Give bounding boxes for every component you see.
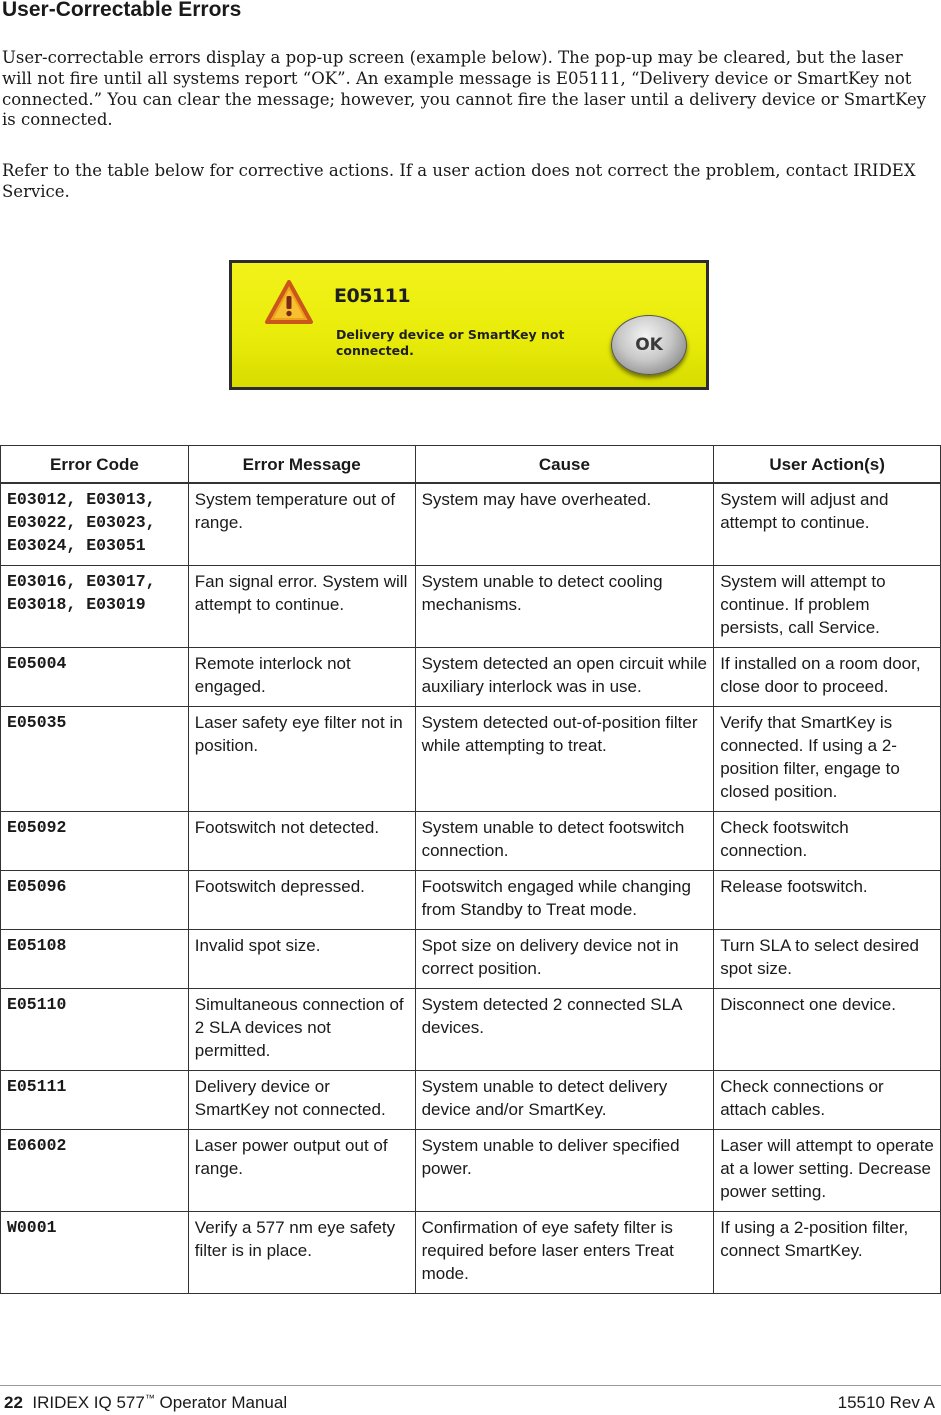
error-popup-example [229, 260, 709, 390]
error-message-cell: Laser safety eye filter not in position. [188, 707, 415, 812]
error-code-cell: E05108 [1, 930, 189, 989]
ok-button[interactable]: OK [611, 315, 687, 375]
user-action-cell: If installed on a room door, close door to proceed. [714, 648, 941, 707]
error-message-cell: Laser power output out of range. [188, 1130, 415, 1212]
error-code-cell: E05092 [1, 812, 189, 871]
intro-paragraph: User-correctable errors display a pop-up screen (example below). The pop-up may be cleared, but the laser will not fire until all systems report “OK”. An example message is E05111, “Delivery device or SmartKey not connected.” You can clear the message; however, you cannot fire the laser until a delivery device or SmartKey is connected. [2, 48, 927, 130]
table-row [1, 707, 941, 812]
error-message-cell: System temperature out of range. [188, 483, 415, 566]
user-action-cell: Check connections or attach cables. [714, 1071, 941, 1130]
error-message-cell: Remote interlock not engaged. [188, 648, 415, 707]
error-code-cell: E05110 [1, 989, 189, 1071]
manual-title: IRIDEX IQ 577 [32, 1393, 145, 1412]
page-heading: User-Correctable Errors [2, 0, 242, 21]
table-row [1, 1212, 941, 1294]
error-popup-body [232, 263, 706, 387]
header-error-code: Error Code [1, 446, 189, 484]
header-cause: Cause [415, 446, 714, 484]
cause-cell: System detected 2 connected SLA devices. [415, 989, 714, 1071]
user-action-cell: Turn SLA to select desired spot size. [714, 930, 941, 989]
user-action-cell: Disconnect one device. [714, 989, 941, 1071]
cause-cell: System unable to detect cooling mechanisms. [415, 566, 714, 648]
footer-divider [0, 1385, 941, 1386]
error-message-cell: Verify a 577 nm eye safety filter is in place. [188, 1212, 415, 1294]
error-code-cell: E03016, E03017, E03018, E03019 [1, 566, 189, 648]
cause-cell: Confirmation of eye safety filter is required before laser enters Treat mode. [415, 1212, 714, 1294]
cause-cell: System detected out-of-position filter while attempting to treat. [415, 707, 714, 812]
error-code-cell: E05096 [1, 871, 189, 930]
warning-icon [264, 279, 314, 327]
user-action-cell: Release footswitch. [714, 871, 941, 930]
error-message-cell: Footswitch not detected. [188, 812, 415, 871]
error-table [0, 445, 941, 1294]
table-row [1, 989, 941, 1071]
cause-cell: System unable to detect delivery device and/or SmartKey. [415, 1071, 714, 1130]
cause-cell: System unable to deliver specified power. [415, 1130, 714, 1212]
error-code-cell: E06002 [1, 1130, 189, 1212]
table-row [1, 871, 941, 930]
error-code-cell: E05111 [1, 1071, 189, 1130]
document-revision: 15510 Rev A [837, 1393, 935, 1412]
table-header-row [1, 446, 941, 484]
table-row [1, 483, 941, 566]
table-row [1, 812, 941, 871]
cause-cell: Spot size on delivery device not in correct position. [415, 930, 714, 989]
error-code-cell: E03012, E03013, E03022, E03023, E03024, E03051 [1, 483, 189, 566]
cause-cell: System detected an open circuit while auxiliary interlock was in use. [415, 648, 714, 707]
user-action-cell: System will attempt to continue. If problem persists, call Service. [714, 566, 941, 648]
user-action-cell: Verify that SmartKey is connected. If using a 2-position filter, engage to closed position. [714, 707, 941, 812]
error-message-cell: Delivery device or SmartKey not connected. [188, 1071, 415, 1130]
table-row [1, 1071, 941, 1130]
reference-paragraph: Refer to the table below for corrective actions. If a user action does not correct the problem, contact IRIDEX Service. [2, 161, 916, 201]
error-message-cell: Simultaneous connection of 2 SLA devices not permitted. [188, 989, 415, 1071]
user-action-cell: Check footswitch connection. [714, 812, 941, 871]
manual-suffix: Operator Manual [159, 1393, 288, 1412]
user-action-cell: If using a 2-position filter, connect SmartKey. [714, 1212, 941, 1294]
header-error-message: Error Message [188, 446, 415, 484]
cause-cell: System may have overheated. [415, 483, 714, 566]
header-user-actions: User Action(s) [714, 446, 941, 484]
error-message-cell: Invalid spot size. [188, 930, 415, 989]
user-action-cell: Laser will attempt to operate at a lower setting. Decrease power setting. [714, 1130, 941, 1212]
table-row [1, 648, 941, 707]
footer-manual-info [4, 1393, 287, 1413]
error-code-cell: W0001 [1, 1212, 189, 1294]
error-message-cell: Fan signal error. System will attempt to continue. [188, 566, 415, 648]
table-row [1, 566, 941, 648]
table-row [1, 930, 941, 989]
user-action-cell: System will adjust and attempt to continue. [714, 483, 941, 566]
cause-cell: System unable to detect footswitch connection. [415, 812, 714, 871]
cause-cell: Footswitch engaged while changing from Standby to Treat mode. [415, 871, 714, 930]
page-number: 22 [4, 1393, 23, 1412]
error-message-cell: Footswitch depressed. [188, 871, 415, 930]
popup-error-message: Delivery device or SmartKey not connected. [336, 327, 565, 358]
table-row [1, 1130, 941, 1212]
error-code-cell: E05004 [1, 648, 189, 707]
error-code-cell: E05035 [1, 707, 189, 812]
trademark-symbol: ™ [144, 1393, 155, 1405]
popup-error-code: E05111 [334, 285, 411, 307]
